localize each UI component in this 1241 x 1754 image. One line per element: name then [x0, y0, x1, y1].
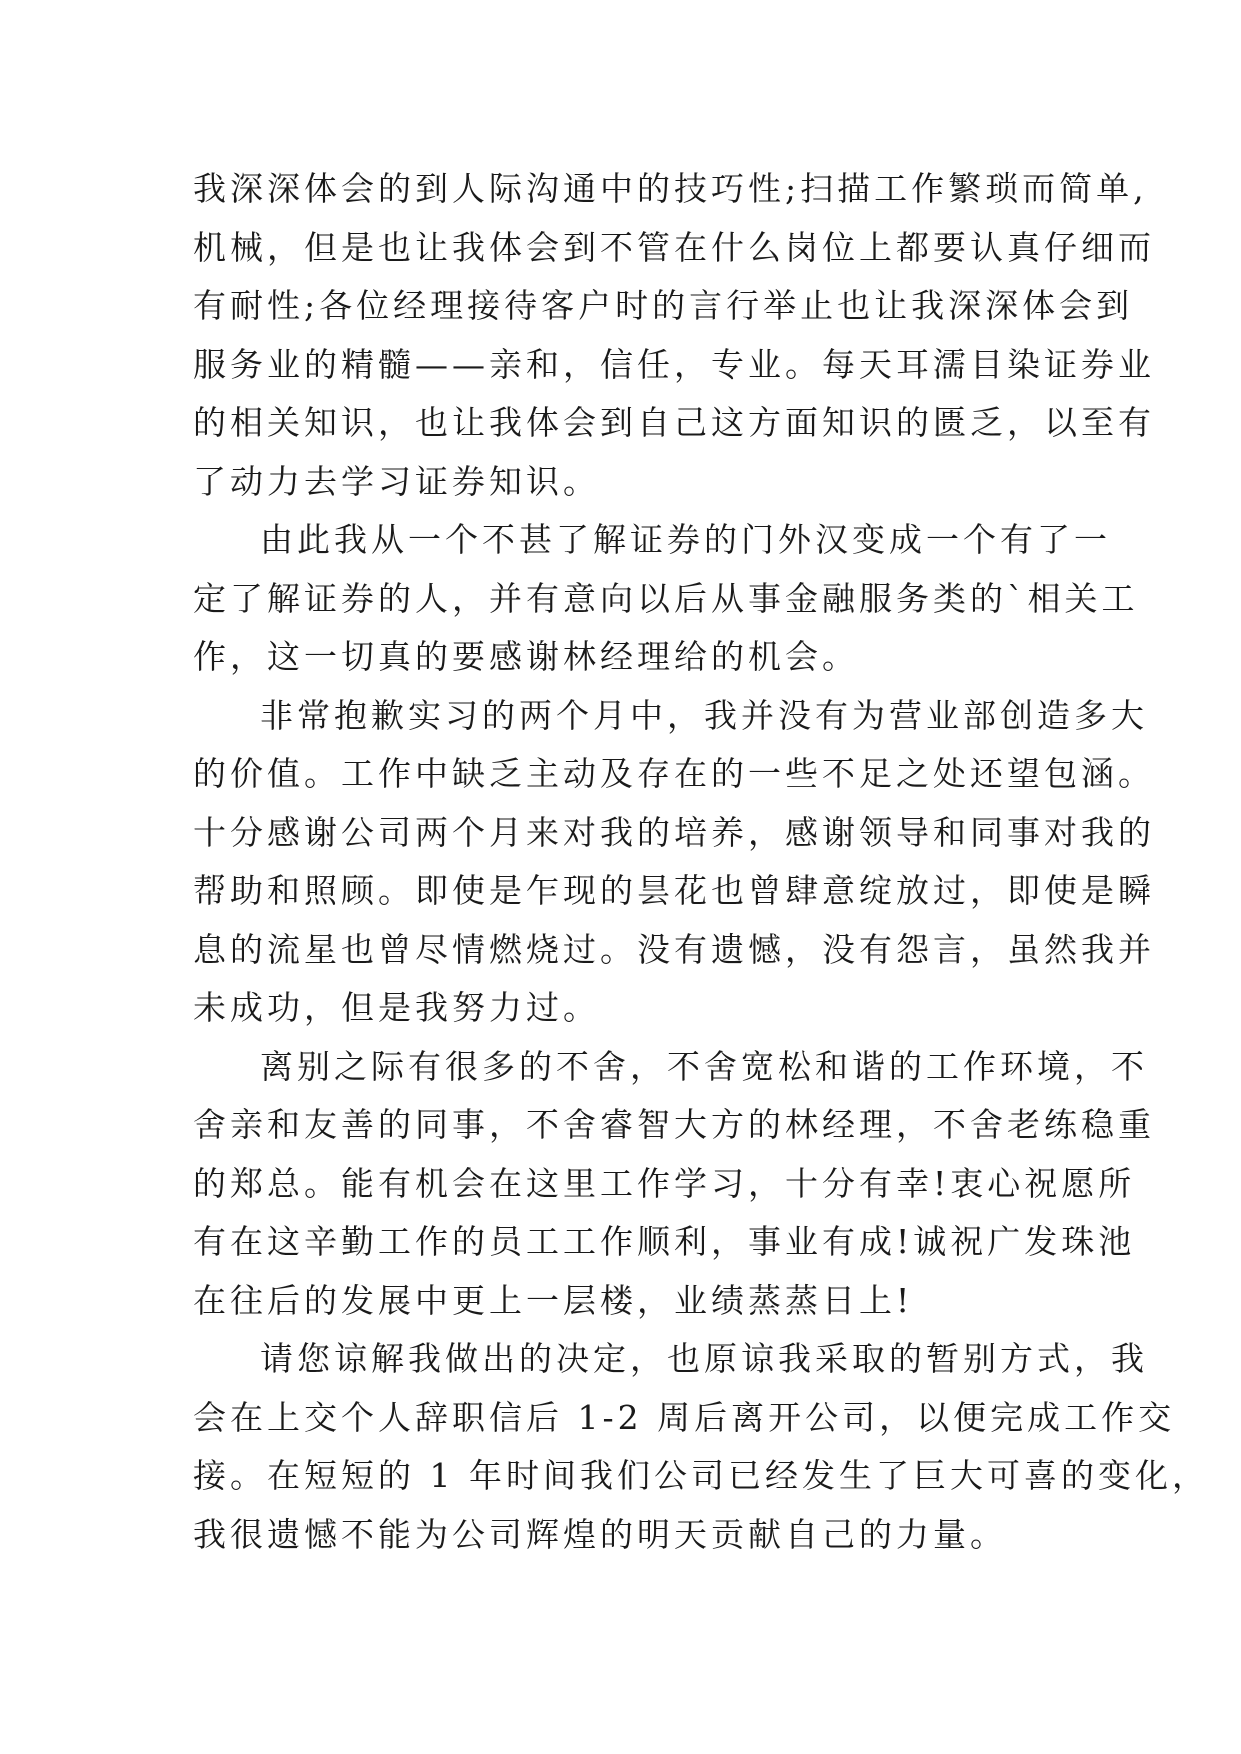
text-line: 了动力去学习证券知识。 [193, 461, 600, 501]
text-line: 机械，但是也让我体会到不管在什么岗位上都要认真仔细而 [193, 227, 1155, 267]
text-line: 未成功，但是我努力过。 [193, 988, 600, 1027]
paragraph-first-line: 请您谅解我做出的决定，也原谅我采取的暂别方式，我 [260, 1339, 1148, 1378]
text-line: 会在上交个人辞职信后 1-2 周后离开公司，以便完成工作交 [193, 1397, 1176, 1437]
text-line: 舍亲和友善的同事，不舍睿智大方的林经理，不舍老练稳重 [193, 1105, 1155, 1144]
body-text [193, 160, 1209, 1564]
text-line: 的相关知识，也让我体会到自己这方面知识的匮乏，以至有 [193, 403, 1155, 442]
paragraph-first-line: 离别之际有很多的不舍，不舍宽松和谐的工作环境，不 [260, 1046, 1148, 1086]
text-line: 作，这一切真的要感谢林经理给的机会。 [193, 637, 859, 676]
text-line: 我深深体会的到人际沟通中的技巧性;扫描工作繁琐而简单, [193, 169, 1148, 208]
paragraph-first-line: 由此我从一个不甚了解证券的门外汉变成一个有了一 [260, 520, 1111, 559]
text-line: 十分感谢公司两个月来对我的培养，感谢领导和同事对我的 [193, 812, 1155, 852]
text-line: 定了解证券的人，并有意向以后从事金融服务类的`相关工 [193, 578, 1139, 618]
text-line: 在往后的发展中更上一层楼，业绩蒸蒸日上! [193, 1280, 914, 1320]
text-line: 接。在短短的 1 年时间我们公司已经发生了巨大可喜的变化， [193, 1456, 1209, 1495]
text-line: 息的流星也曾尽情燃烧过。没有遗憾，没有怨言，虽然我并 [193, 929, 1155, 969]
text-line: 有在这辛勤工作的员工工作顺利，事业有成!诚祝广发珠池 [193, 1222, 1136, 1261]
text-line: 的价值。工作中缺乏主动及存在的一些不足之处还望包涵。 [193, 754, 1155, 793]
text-line: 的郑总。能有机会在这里工作学习，十分有幸!衷心祝愿所 [193, 1163, 1136, 1203]
text-line: 服务业的精髓——亲和，信任，专业。每天耳濡目染证券业 [193, 344, 1155, 384]
paragraph-first-line: 非常抱歉实习的两个月中，我并没有为营业部创造多大 [260, 695, 1148, 735]
text-line: 帮助和照顾。即使是乍现的昙花也曾肆意绽放过，即使是瞬 [193, 871, 1155, 910]
text-line: 有耐性;各位经理接待客户时的言行举止也让我深深体会到 [193, 286, 1134, 325]
text-line: 我很遗憾不能为公司辉煌的明天贡献自己的力量。 [193, 1514, 1007, 1554]
